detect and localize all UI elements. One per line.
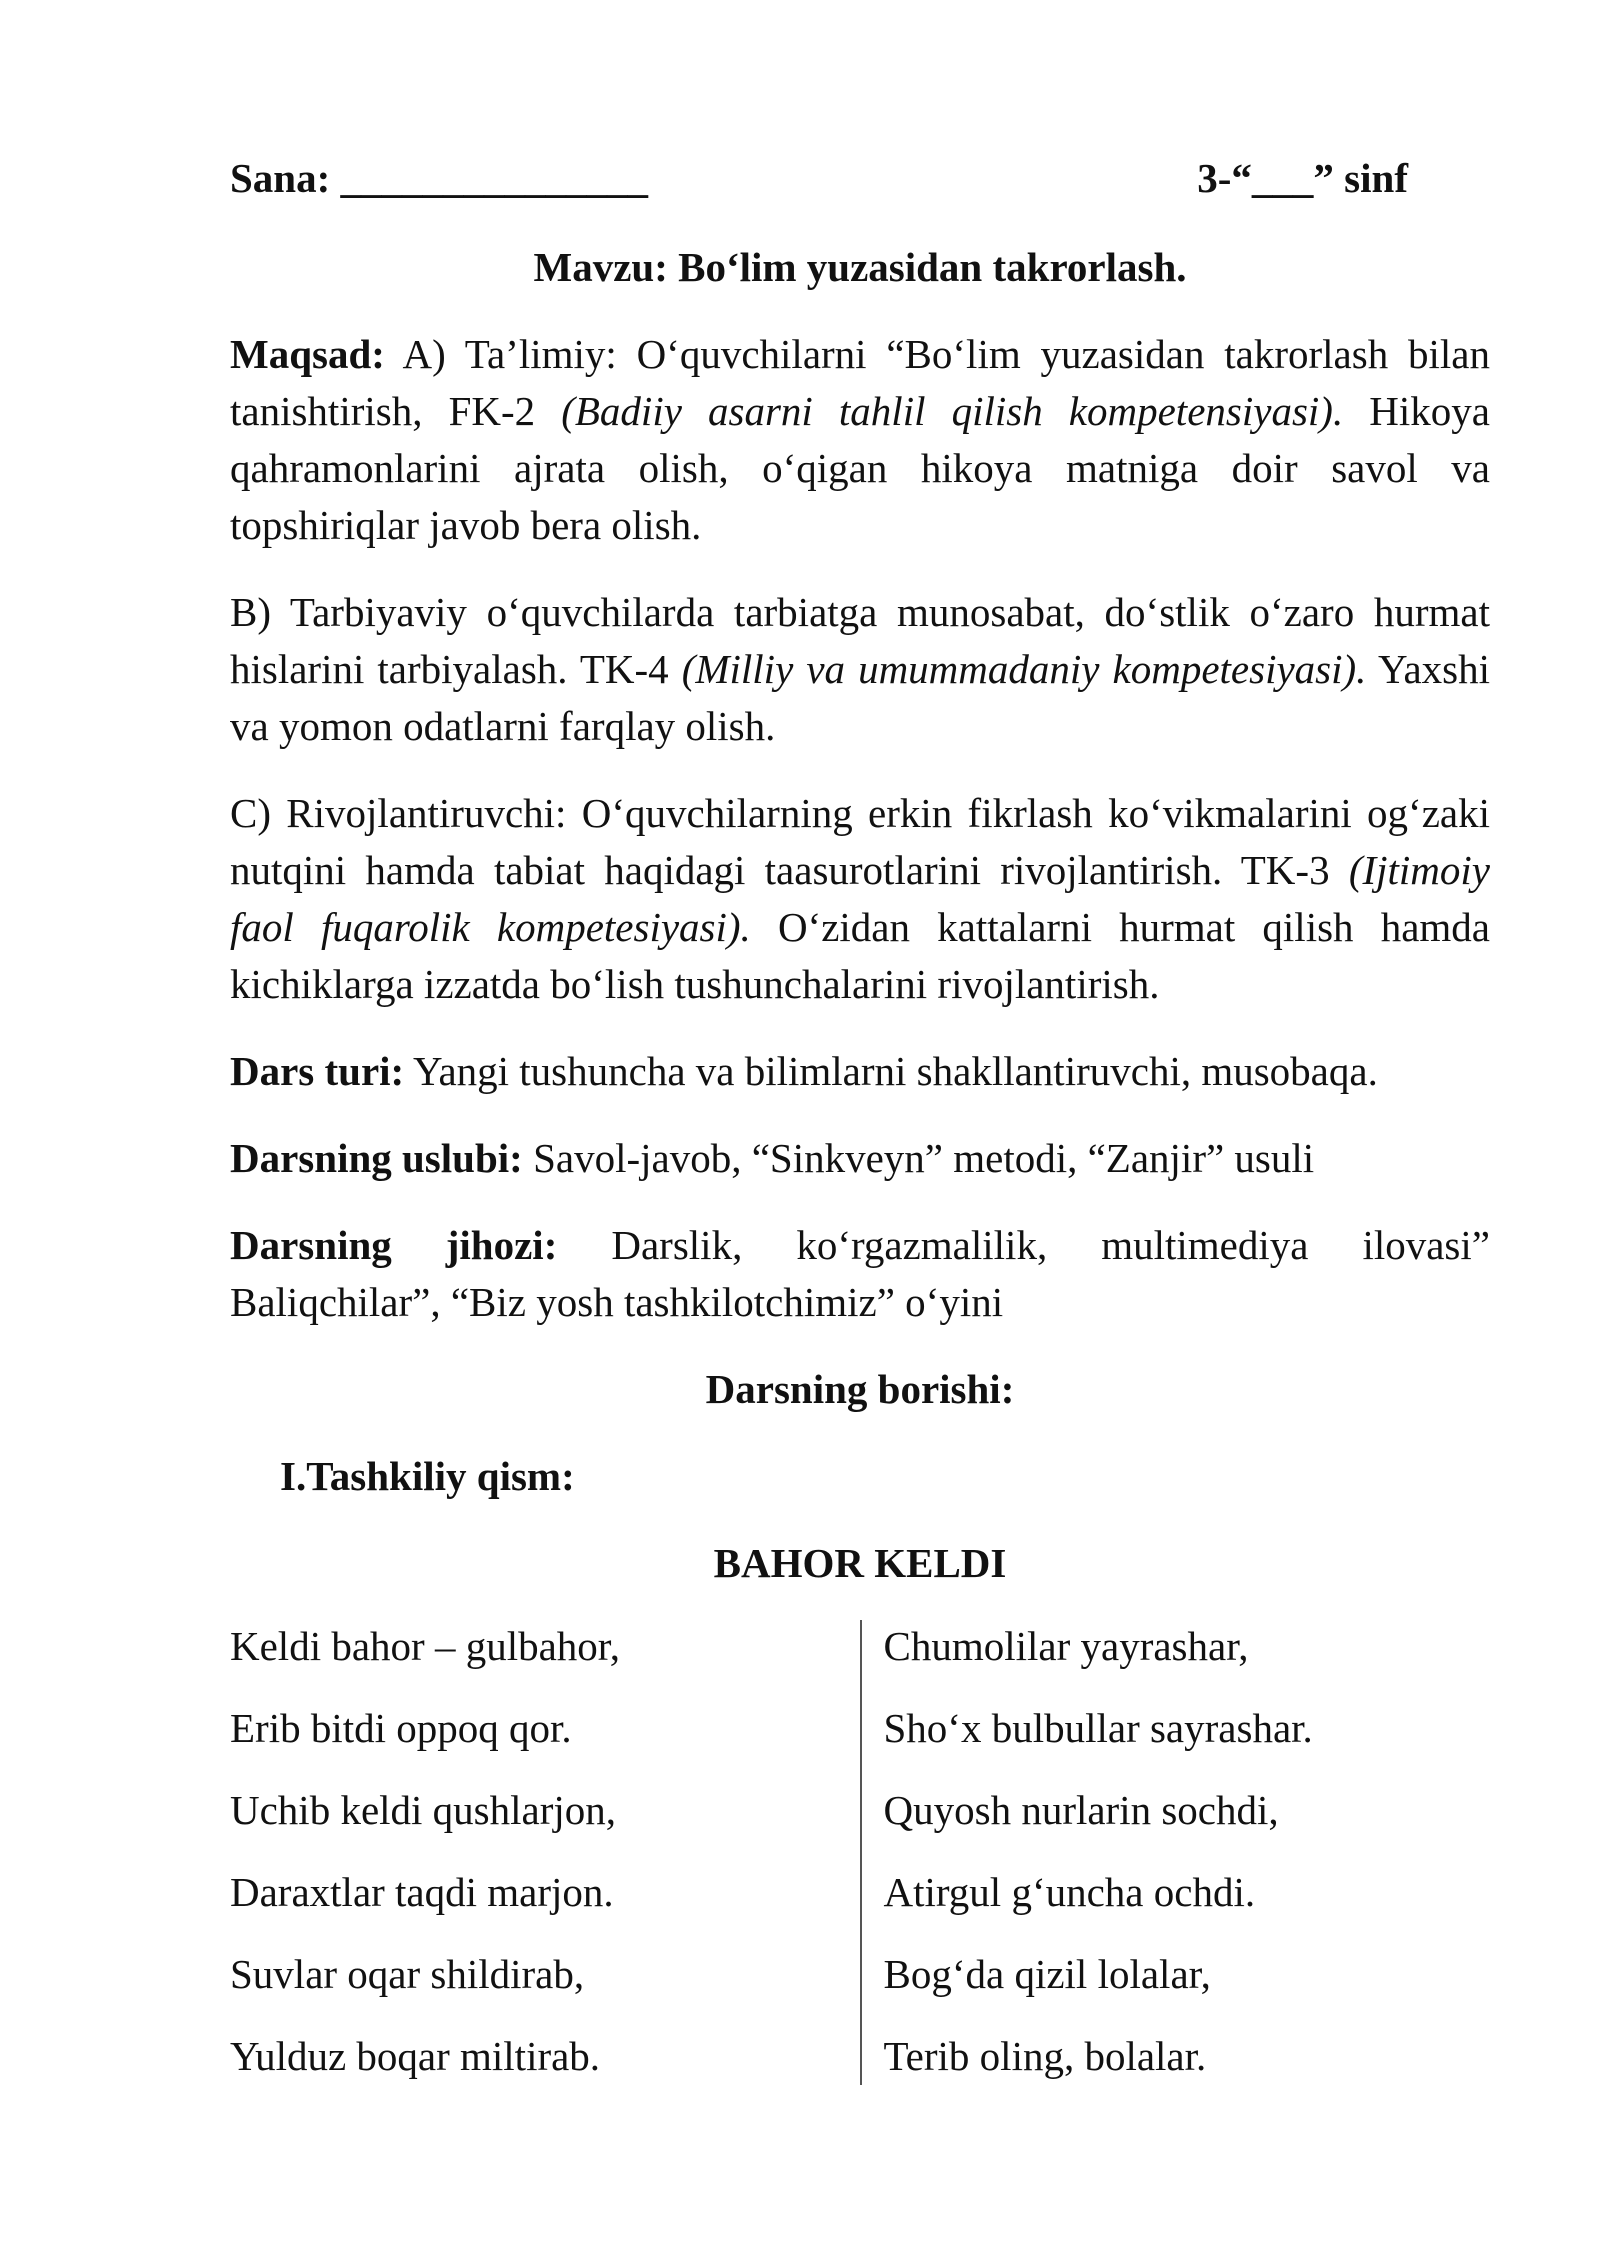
goal-a-paragraph (230, 326, 1490, 554)
lesson-method (230, 1130, 1490, 1187)
poem-line: Yulduz boqar miltirab. (230, 2033, 601, 2079)
lesson-type (230, 1043, 1490, 1100)
poem-line: Erib bitdi oppoq qor. (230, 1705, 572, 1751)
lesson-type-value: Yangi tushuncha va bilimlarni shakllantiruvchi, musobaqa. (404, 1048, 1378, 1094)
goal-b-italic: (Milliy va umummadaniy kompetesiyasi). (681, 646, 1367, 692)
goal-a-text-2: Hikoya qahramonlarini ajrata olish, o‘qigan hikoya matniga doir savol va topshiriqlar javob bera olish. (230, 388, 1490, 548)
lesson-type-label: Dars turi: (230, 1048, 405, 1094)
goal-a-italic: (Badiiy asarni tahlil qilish kompetensiyasi). (561, 388, 1344, 434)
goal-b-text-1: B) Tarbiyaviy o‘quvchilarda tarbiatga munosabat, do‘stlik o‘zaro hurmat hislarini tarbiyalash. TK-4 (230, 589, 1490, 692)
lesson-method-label: Darsning uslubi: (230, 1135, 523, 1181)
goal-label: Maqsad: (230, 331, 385, 377)
lesson-equipment-value: Darslik, ko‘rgazmalilik, multimediya ilovasi” Baliqchilar”, “Biz yosh tashkilotchimiz” o‘yini (230, 1222, 1490, 1325)
goal-c-text-2: O‘zidan kattalarni hurmat qilish hamda kichiklarga izzatda bo‘lish tushunchalarini rivojlantirish. (230, 904, 1490, 1007)
poem-line: Uchib keldi qushlarjon, (230, 1787, 617, 1833)
header-row (230, 150, 1490, 207)
poem-line: Chumolilar yayrashar, (883, 1623, 1249, 1669)
date-label: Sana: _______________ (230, 155, 649, 201)
lesson-equipment-label: Darsning jihozi: (230, 1222, 558, 1268)
goal-c-text-1: C) Rivojlantiruvchi: O‘quvchilarning erkin fikrlash ko‘vikmalarini og‘zaki nutqini hamda tabiat haqidagi taasurotlarini rivojlantirish. TK-3 (230, 790, 1490, 893)
poem-line: Daraxtlar taqdi marjon. (230, 1869, 614, 1915)
poem (230, 1618, 1490, 2110)
poem-line: Bog‘da qizil lolalar, (883, 1951, 1211, 1997)
goal-b-paragraph (230, 584, 1490, 755)
poem-line: Suvlar oqar shildirab, (230, 1951, 585, 1997)
poem-line: Quyosh nurlarin sochdi, (883, 1787, 1279, 1833)
section-organizational: I.Tashkiliy qism: (280, 1453, 575, 1499)
lesson-flow-title: Darsning borishi: (705, 1366, 1015, 1412)
poem-title: BAHOR KELDI (713, 1540, 1007, 1586)
lesson-plan-page (230, 150, 1490, 2110)
topic-title: Mavzu: Bo‘lim yuzasidan takrorlash. (533, 244, 1187, 290)
goal-b-text-2: Yaxshi va yomon odatlarni farqlay olish. (230, 646, 1490, 749)
class-label: 3-“___” sinf (1197, 155, 1408, 201)
poem-line: Sho‘x bulbullar sayrashar. (883, 1705, 1313, 1751)
poem-line: Atirgul g‘uncha ochdi. (883, 1869, 1256, 1915)
lesson-equipment (230, 1217, 1490, 1331)
poem-column-divider (860, 1620, 862, 2085)
lesson-method-value: Savol-javob, “Sinkveyn” metodi, “Zanjir” usuli (522, 1135, 1315, 1181)
poem-right-column (837, 1618, 1491, 2110)
poem-left-column (230, 1618, 837, 2110)
goal-a-text-1: A) Ta’limiy: O‘quvchilarni “Bo‘lim yuzasidan takrorlash bilan tanishtirish, FK-2 (230, 331, 1490, 434)
goal-c-italic: (Ijtimoiy faol fuqarolik kompetesiyasi). (230, 847, 1490, 950)
poem-line: Terib oling, bolalar. (883, 2033, 1207, 2079)
poem-line: Keldi bahor – gulbahor, (230, 1623, 621, 1669)
goal-c-paragraph (230, 785, 1490, 1013)
